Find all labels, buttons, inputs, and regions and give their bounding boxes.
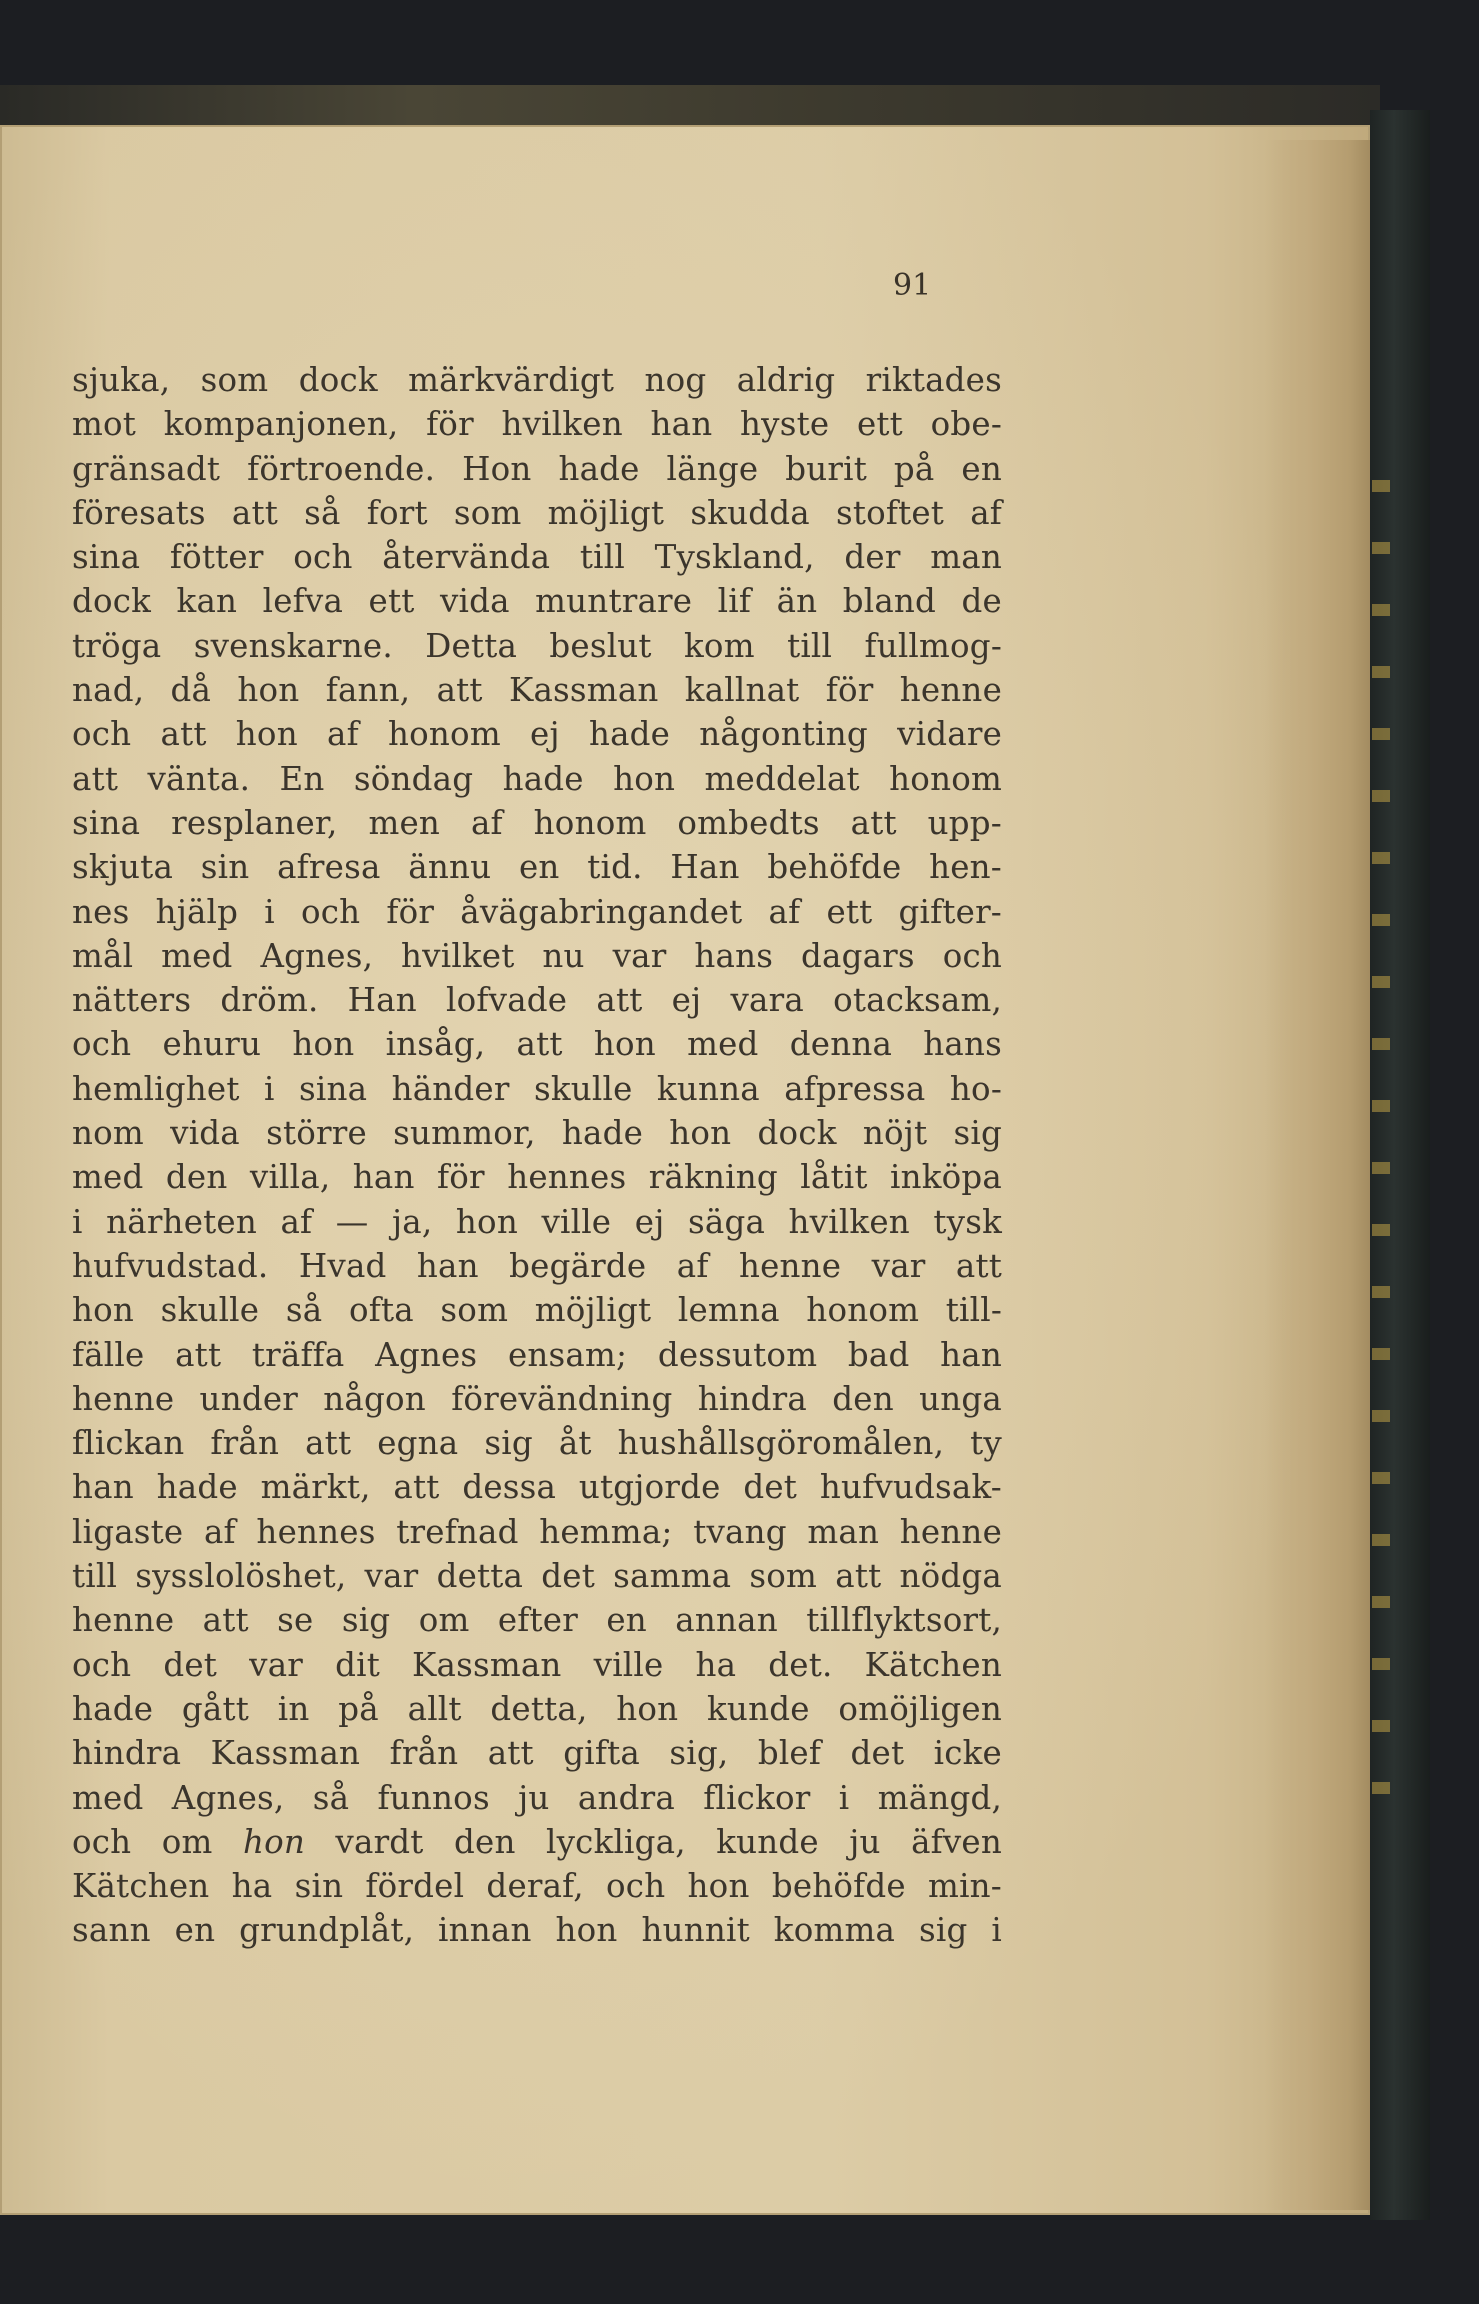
text-line: och ehuru hon insåg, att hon med denna hans bbox=[72, 1025, 1002, 1064]
text-line: gränsadt förtroende. Hon hade länge burit på en bbox=[72, 449, 1002, 488]
page-number: 91 bbox=[893, 268, 932, 303]
text-line: nes hjälp i och för åvägabringandet af ett gifter- bbox=[72, 892, 1002, 931]
text-line: nom vida större summor, hade hon dock nöjt sig bbox=[72, 1114, 1002, 1153]
text-line: sina fötter och återvända till Tyskland, der man bbox=[72, 538, 1002, 577]
text-line: dock kan lefva ett vida muntrare lif än bland de bbox=[72, 582, 1002, 621]
text-line: och det var dit Kassman ville ha det. Kätchen bbox=[72, 1645, 1002, 1684]
text-line: nätters dröm. Han lofvade att ej vara otacksam, bbox=[72, 981, 1002, 1020]
text-line: nad, då hon fann, att Kassman kallnat för henne bbox=[72, 671, 1002, 710]
body-text bbox=[72, 358, 1002, 1953]
text-line: skjuta sin afresa ännu en tid. Han behöfde hen- bbox=[72, 848, 1002, 887]
text-line: fälle att träffa Agnes ensam; dessutom bad han bbox=[72, 1335, 1002, 1374]
text-line: sjuka, som dock märkvärdigt nog aldrig riktades bbox=[72, 361, 1002, 399]
text-line: sann en grundplåt, innan hon hunnit komma sig i bbox=[72, 1911, 1002, 1950]
text-line: henne att se sig om efter en annan tillflyktsort, bbox=[72, 1601, 1002, 1640]
text-line: hon skulle så ofta som möjligt lemna honom till- bbox=[72, 1291, 1002, 1330]
text-line: hemlighet i sina händer skulle kunna afpressa ho- bbox=[72, 1069, 1002, 1108]
text-line: med den villa, han för hennes räkning låtit inköpa bbox=[72, 1158, 1002, 1197]
spine-gilt-marks bbox=[1372, 430, 1390, 1830]
text-line: henne under någon förevändning hindra den unga bbox=[72, 1379, 1002, 1418]
text-line: till sysslolöshet, var detta det samma som att nödga bbox=[72, 1557, 1002, 1596]
text-line: sina resplaner, men af honom ombedts att upp- bbox=[72, 803, 1002, 842]
text-line: hufvudstad. Hvad han begärde af henne var att bbox=[72, 1246, 1002, 1285]
text-line: ligaste af hennes trefnad hemma; tvang man henne bbox=[72, 1512, 1002, 1551]
text-line: hindra Kassman från att gifta sig, blef det icke bbox=[72, 1734, 1002, 1773]
text-fragment: vardt den lyckliga, kunde ju äfven bbox=[305, 1822, 1003, 1861]
text-line: flickan från att egna sig åt hushållsgöromålen, ty bbox=[72, 1424, 1002, 1463]
text-line: mot kompanjonen, för hvilken han hyste ett obe- bbox=[72, 405, 1002, 444]
text-line: att vänta. En söndag hade hon meddelat honom bbox=[72, 759, 1002, 798]
text-line: och att hon af honom ej hade någonting vidare bbox=[72, 715, 1002, 754]
text-line: Kätchen ha sin fördel deraf, och hon behöfde min- bbox=[72, 1867, 1002, 1906]
text-line: han hade märkt, att dessa utgjorde det hufvudsak- bbox=[72, 1468, 1002, 1507]
italic-word: hon bbox=[242, 1822, 305, 1861]
text-fragment: och om bbox=[72, 1822, 243, 1861]
text-line: tröga svenskarne. Detta beslut kom till fullmog- bbox=[72, 626, 1002, 665]
text-line: i närheten af — ja, hon ville ej säga hvilken tysk bbox=[72, 1202, 1002, 1241]
text-line: föresats att så fort som möjligt skudda stoftet af bbox=[72, 493, 1002, 532]
text-line: mål med Agnes, hvilket nu var hans dagars och bbox=[72, 936, 1002, 975]
text-line-with-italic bbox=[72, 1820, 1002, 1864]
page-gutter-shadow bbox=[1265, 140, 1370, 2210]
text-line: med Agnes, så funnos ju andra flickor i mängd, bbox=[72, 1778, 1002, 1817]
text-line: hade gått in på allt detta, hon kunde omöjligen bbox=[72, 1689, 1002, 1728]
